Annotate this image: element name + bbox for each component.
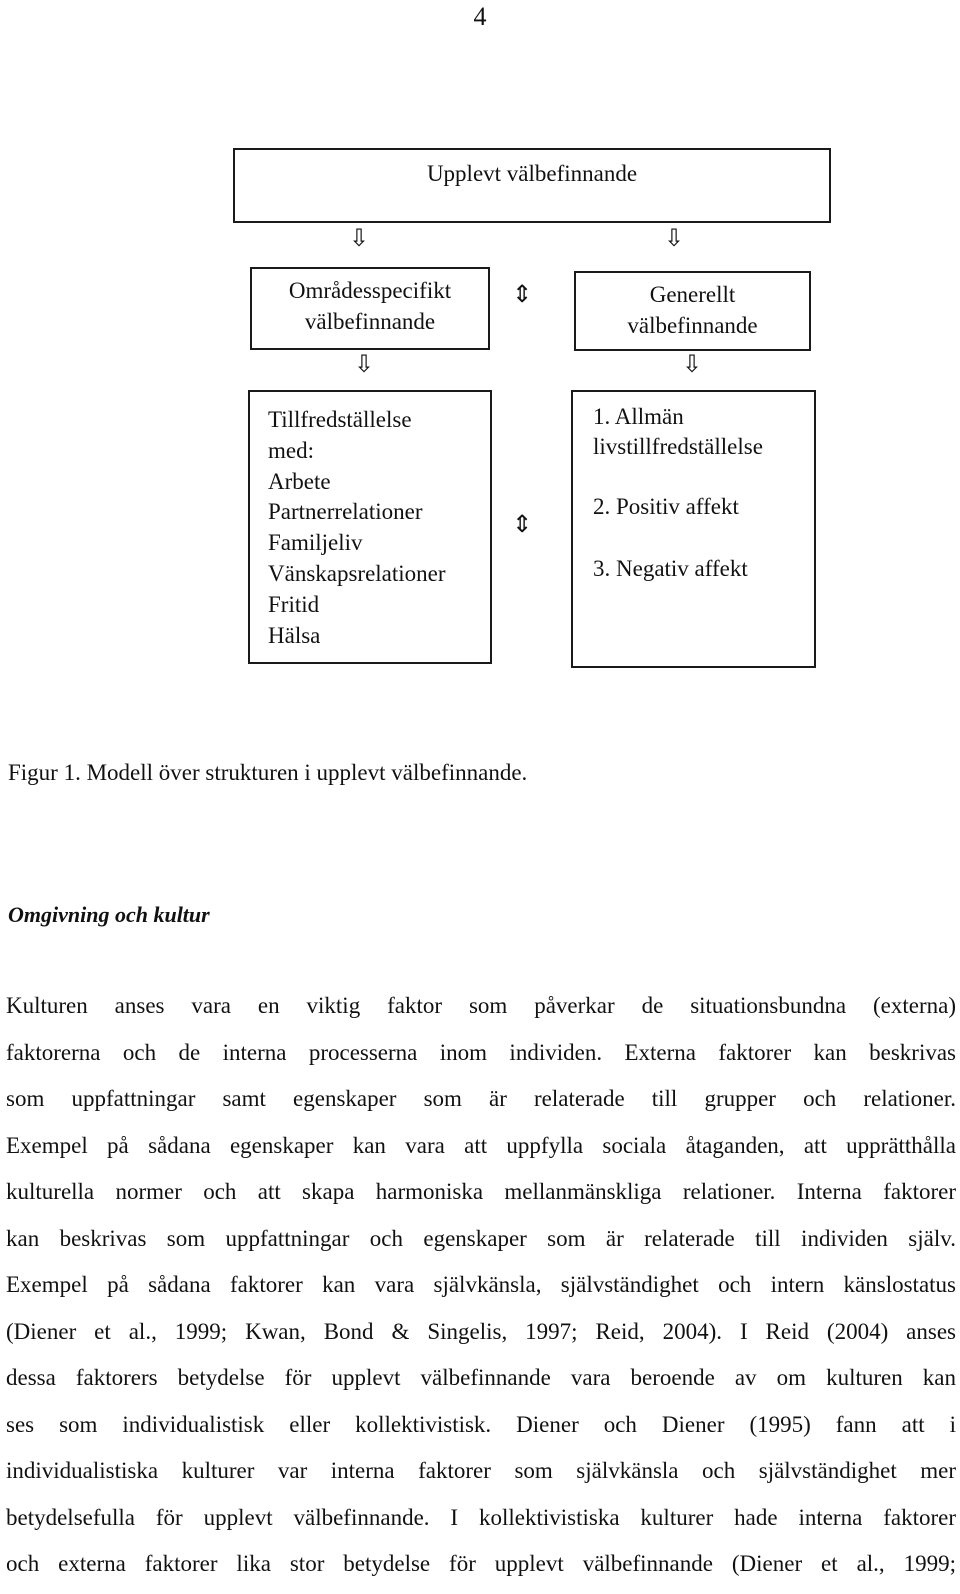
arrow-down-icon: ⇩ xyxy=(664,224,685,252)
component-line: 3. Negativ affekt xyxy=(593,556,748,581)
domain-line: Vänskapsrelationer xyxy=(268,560,446,586)
box-line: välbefinnande xyxy=(627,313,758,338)
text-line: dessa faktorers betydelse för upplevt välbefinnande vara beroende av om kulturen kan xyxy=(6,1365,956,1390)
text-line: betydelsefulla för upplevt välbefinnande. I kollektivistiska kulturer hade interna faktorer xyxy=(6,1504,956,1530)
text-line: Exempel på sådana faktorer kan vara självkänsla, självständighet och intern känslostatus xyxy=(6,1272,956,1297)
domain-line: Arbete xyxy=(268,468,331,494)
bidirectional-arrow-icon: ⇕ xyxy=(512,510,533,538)
domain-line: Tillfredställelse xyxy=(268,407,412,432)
text-line: kulturella normer och att skapa harmoniska mellanmänskliga relationer. Interna faktorer xyxy=(6,1179,956,1204)
text-line: Exempel på sådana egenskaper kan vara att uppfylla sociala åtaganden, att upprätthålla xyxy=(6,1132,956,1158)
component-line: 1. Allmän xyxy=(593,404,684,429)
text-line: (Diener et al., 1999; Kwan, Bond & Singelis, 1997; Reid, 2004). I Reid (2004) anses xyxy=(6,1318,956,1344)
body-paragraph xyxy=(6,989,956,1594)
box-generellt xyxy=(574,271,811,351)
component-line: livstillfredställelse xyxy=(593,434,763,459)
text-line: som uppfattningar samt egenskaper som är relaterade till grupper och relationer. xyxy=(6,1086,956,1111)
text-line: Kulturen anses vara en viktig faktor som påverkar de situationsbundna (externa) xyxy=(6,993,956,1018)
box-upplevt-valbefinnande xyxy=(233,148,831,223)
box-components xyxy=(571,390,816,668)
text-line: kan beskrivas som uppfattningar och egenskaper som är relaterade till individen själv. xyxy=(6,1225,956,1251)
text-line: faktorerna och de interna processerna inom individen. Externa faktorer kan beskrivas xyxy=(6,1039,956,1065)
arrow-down-icon: ⇩ xyxy=(682,350,703,378)
domain-line: med: xyxy=(268,437,314,463)
text-line: individualistiska kulturer var interna faktorer som självkänsla och självständighet mer xyxy=(6,1458,956,1483)
domain-line: Fritid xyxy=(268,591,320,617)
page-number: 4 xyxy=(473,2,487,31)
arrow-down-icon: ⇩ xyxy=(349,224,370,252)
bidirectional-arrow-icon: ⇕ xyxy=(512,280,533,308)
domain-line: Familjeliv xyxy=(268,530,363,556)
arrow-down-icon: ⇩ xyxy=(354,350,375,378)
domain-line: Hälsa xyxy=(268,622,321,648)
domain-line: Partnerrelationer xyxy=(268,499,423,525)
box-line: välbefinnande xyxy=(304,309,436,334)
box-line: Områdesspecifikt xyxy=(288,278,452,303)
section-heading: Omgivning och kultur xyxy=(8,902,210,927)
figure-caption: Figur 1. Modell över strukturen i upplevt välbefinnande. xyxy=(8,760,528,785)
text-line: ses som individualistisk eller kollektivistisk. Diener och Diener (1995) fann att i xyxy=(6,1411,956,1437)
box-title: Upplevt välbefinnande xyxy=(426,161,638,186)
box-line: Generellt xyxy=(649,282,736,307)
text-line: och externa faktorer lika stor betydelse för upplevt välbefinnande (Diener et al., 1999; xyxy=(6,1551,956,1576)
component-line: 2. Positiv affekt xyxy=(593,494,739,519)
box-omradesspecifikt xyxy=(250,267,490,350)
box-domains xyxy=(248,390,492,664)
